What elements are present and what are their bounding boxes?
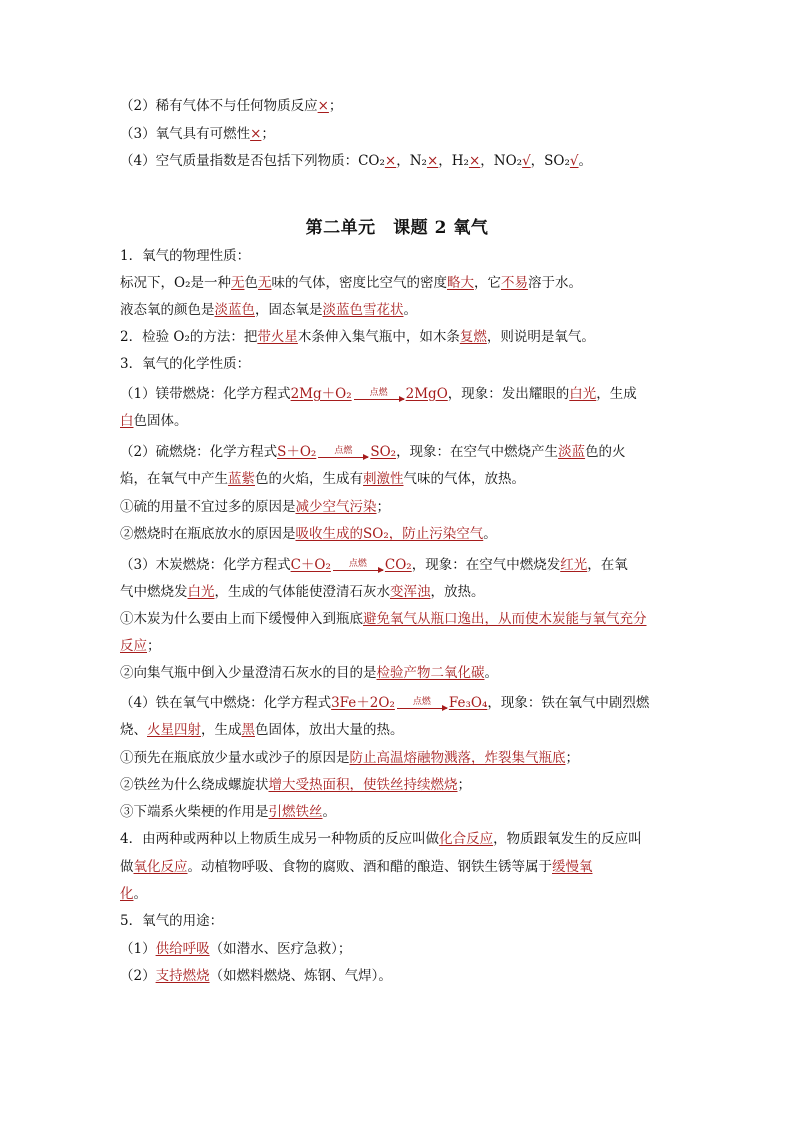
s5-use2: （2）支持燃烧（如燃料燃烧、炼钢、气焊）。 bbox=[120, 968, 392, 984]
s-line2: 焰，在氧气中产生蓝紫色的火焰，生成有刺激性气味的气体，放热。 bbox=[120, 471, 525, 487]
c-question1: ①木炭为什么要由上而下缓慢伸入到瓶底避免氧气从瓶口逸出，从而使木炭能与氧气充分 bbox=[120, 611, 647, 627]
s5-use1: （1）供给呼吸（如潜水、医疗急救）； bbox=[120, 941, 352, 957]
item-4-air-quality: （4）空气质量指数是否包括下列物质：CO₂×，N₂×，H₂×，NO₂√，SO₂√。 bbox=[120, 153, 593, 169]
c-line2: 气中燃烧发白光，生成的气体能使澄清石灰水变浑浊，放热。 bbox=[120, 584, 485, 600]
answer: × bbox=[250, 126, 262, 142]
fe-equation-line: （4）铁在氧气中燃烧：化学方程式3Fe＋2O₂ 点燃 Fe₃O₄，现象：铁在氧气中剧烈燃 bbox=[120, 695, 650, 711]
fe-line2: 烧、火星四射，生成黑色固体，放出大量的热。 bbox=[120, 722, 404, 738]
c-question2: ②向集气瓶中倒入少量澄清石灰水的目的是检验产物二氧化碳。 bbox=[120, 665, 498, 681]
s4-line2: 做氧化反应。动植物呼吸、食物的腐败、酒和醋的酿造、钢铁生锈等属于缓慢氧 bbox=[120, 859, 593, 875]
mg-line2: 白色固体。 bbox=[120, 413, 188, 429]
s-equation-line: （2）硫燃烧：化学方程式S＋O₂ 点燃 SO₂，现象：在空气中燃烧产生淡蓝色的火 bbox=[120, 444, 626, 460]
s1-heading: 1．氧气的物理性质： bbox=[120, 248, 251, 264]
reaction-arrow: 点燃 bbox=[318, 447, 368, 458]
fe-question1: ①预先在瓶底放少量水或沙子的原因是防止高温熔融物溅落，炸裂集气瓶底； bbox=[120, 750, 579, 766]
item-3-oxygen-flammable: （3）氧气具有可燃性×； bbox=[120, 126, 275, 142]
mg-equation-line: （1）镁带燃烧：化学方程式2Mg＋O₂ 点燃 2MgO，现象：发出耀眼的白光，生成 bbox=[120, 386, 637, 402]
s4-line3: 化。 bbox=[120, 886, 147, 902]
reaction-arrow: 点燃 bbox=[333, 560, 383, 571]
c-equation-line: （3）木炭燃烧：化学方程式C＋O₂ 点燃 CO₂，现象：在空气中燃烧发红光，在氧 bbox=[120, 557, 628, 573]
answer: × bbox=[317, 98, 329, 114]
fe-question2: ②铁丝为什么绕成螺旋状增大受热面积，使铁丝持续燃烧； bbox=[120, 777, 471, 793]
s1-line2: 液态氧的颜色是淡蓝色，固态氧是淡蓝色雪花状。 bbox=[120, 302, 417, 318]
s4-line1: 4．由两种或两种以上物质生成另一种物质的反应叫做化合反应，物质跟氧发生的反应叫 bbox=[120, 831, 642, 847]
reaction-arrow: 点燃 bbox=[354, 389, 404, 400]
item-2-noble-gas: （2）稀有气体不与任何物质反应×； bbox=[120, 98, 343, 114]
c-question1-cont: 反应； bbox=[120, 638, 161, 654]
s3-heading: 3．氧气的化学性质： bbox=[120, 356, 251, 372]
s-question1: ①硫的用量不宜过多的原因是减少空气污染； bbox=[120, 499, 390, 515]
s-question2: ②燃烧时在瓶底放水的原因是吸收生成的SO₂，防止污染空气。 bbox=[120, 526, 497, 542]
s2-test-oxygen: 2．检验 O₂的方法：把带火星木条伸入集气瓶中，如木条复燃，则说明是氧气。 bbox=[120, 329, 595, 345]
reaction-arrow: 点燃 bbox=[397, 698, 447, 709]
s1-line1: 标况下，O₂是一种无色无味的气体，密度比空气的密度略大，它不易溶于水。 bbox=[120, 275, 582, 291]
s5-heading: 5．氧气的用途： bbox=[120, 913, 224, 929]
fe-question3: ③下端系火柴梗的作用是引燃铁丝。 bbox=[120, 804, 336, 820]
section-title: 第二单元 课题 2 氧气 bbox=[305, 218, 489, 238]
